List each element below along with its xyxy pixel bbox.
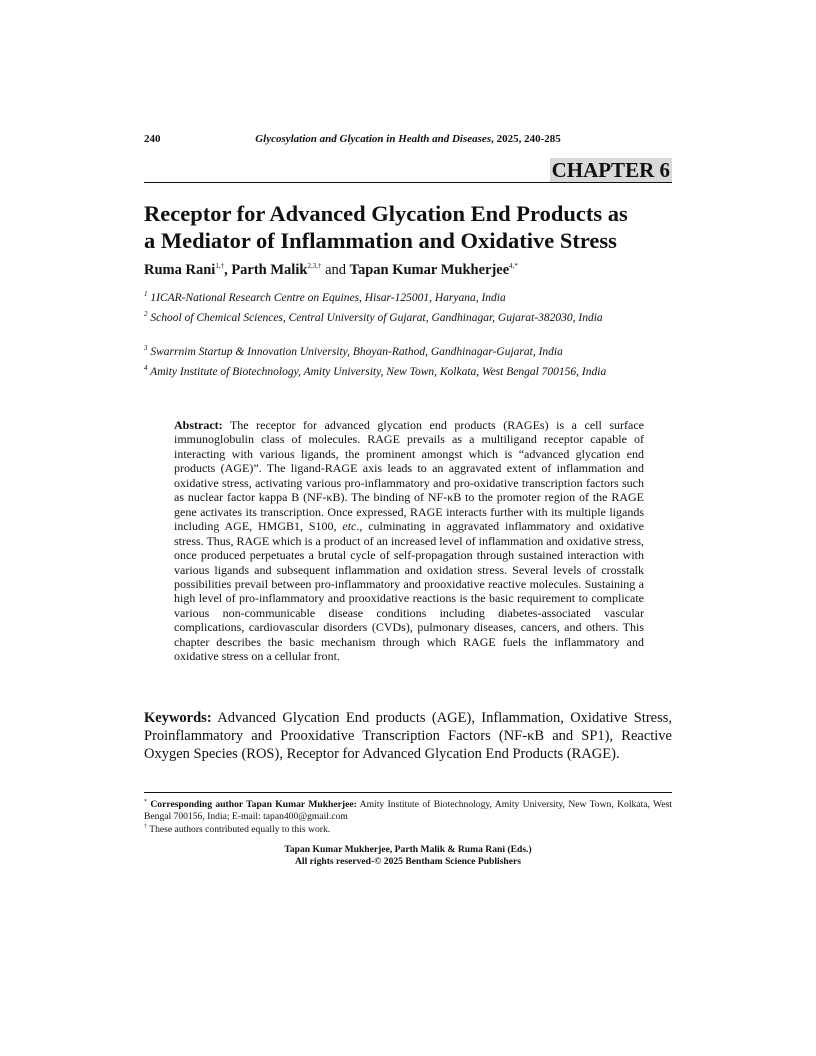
author-separator: and	[321, 262, 350, 278]
page-number: 240	[144, 133, 161, 145]
author-affil-mark: 1,†	[215, 262, 225, 270]
journal-name: Glycosylation and Glycation in Health and Diseases	[255, 133, 492, 145]
chapter-title	[144, 200, 684, 254]
abstract-text: ., culminating in aggravated inflammatory and oxidative stress. Thus, RAGE which is a product of an increased level of inflammation and oxidative stress, once produced perpetuates a brutal cycle of self-propagation through sustained interaction with various ligands and subsequent inflammation and oxidation stress. Several levels of crosstalk possibilities prevail between pro-inflammatory and prooxidative reactive molecules. Sustaining a high level of pro-inflammatory and prooxidative reactions is the basic requirement to complicate various non-communicable disease conditions including diabetes-associated vascular complications, cardiovascular disorders (CVDs), pulmonary diseases, cancers, and others. This chapter describes the basic mechanism through which RAGE fuels the inflammatory and oxidative stress on a cellular front.	[174, 519, 644, 664]
affiliation	[144, 287, 672, 305]
affiliation-text: School of Chemical Sciences, Central University of Gujarat, Gandhinagar, Gujarat-382030, India	[150, 312, 603, 324]
footnote-mark: †	[144, 824, 147, 830]
affiliation-text: Swarrnim Startup & Innovation University, Bhoyan-Rathod, Gandhinagar-Gujarat, India	[150, 346, 563, 358]
affiliation	[144, 307, 672, 325]
journal-citation	[144, 133, 672, 145]
author-name: Parth Malik	[231, 262, 308, 278]
author-list	[144, 262, 672, 279]
affiliation	[144, 341, 672, 359]
footnote-rule	[144, 792, 672, 793]
affiliation-number: 3	[144, 344, 148, 352]
chapter-label: CHAPTER 6	[551, 158, 670, 182]
affiliation-number: 2	[144, 310, 148, 318]
affiliation-text: Amity Institute of Biotechnology, Amity University, New Town, Kolkata, West Bengal 700156, India	[150, 366, 607, 378]
author-name: Ruma Rani	[144, 262, 216, 278]
abstract-text: The receptor for advanced glycation end products (RAGEs) is a cell surface immunoglobulin class of molecules. RAGE prevails as a multiligand receptor capable of interacting with various ligands, the prominent amongst which is “advanced glycation end products (AGE)”. The ligand-RAGE axis leads to an aggravated extent of inflammation and oxidative stress, activating various pro-inflammatory and pro-oxidative transcription factors such as nuclear factor kappa B (NF-κB). The binding of NF-κB to the promoter region of the RAGE gene activates its transcription. Once expressed, RAGE interacts further with its multiple ligands including AGE, HMGB1, S100,	[174, 418, 644, 534]
chapter-rule	[144, 182, 672, 183]
keywords	[144, 709, 672, 763]
keywords-text: Advanced Glycation End products (AGE), Inflammation, Oxidative Stress, Proinflammatory and Prooxidative Transcription Factors (NF-κB and SP1), Reactive Oxygen Species (ROS), Receptor for Advanced Glycation End Products (RAGE).	[144, 710, 672, 762]
affiliation-number: 4	[144, 364, 148, 372]
keywords-label: Keywords:	[144, 710, 212, 726]
author-separator: ,	[224, 262, 232, 278]
abstract-label: Abstract:	[174, 418, 223, 432]
affiliation	[144, 361, 672, 379]
author-affil-mark: 4,*	[509, 262, 518, 270]
affiliation-text: 1ICAR-National Research Centre on Equines, Hisar-125001, Haryana, India	[150, 292, 506, 304]
journal-year-pages: , 2025, 240-285	[491, 133, 561, 145]
equal-contribution-note	[144, 821, 672, 836]
title-line-2: a Mediator of Inflammation and Oxidative Stress	[144, 228, 617, 253]
author-affil-mark: 2,3,†	[307, 262, 322, 270]
corresponding-author-text: Amity Institute of Biotechnology, Amity University, New Town, Kolkata, West Bengal 700156, India; E-mail: tapan400@gmail.com	[144, 799, 672, 822]
abstract	[174, 418, 644, 664]
equal-contribution-text: These authors contributed equally to this work.	[147, 824, 331, 835]
author-name: Tapan Kumar Mukherjee	[349, 262, 510, 278]
footer-editors: Tapan Kumar Mukherjee, Parth Malik & Ruma Rani (Eds.)	[284, 844, 532, 855]
corresponding-author-label: Corresponding author Tapan Kumar Mukherjee:	[150, 799, 357, 810]
running-header	[144, 133, 672, 149]
abstract-etc: etc	[342, 519, 357, 534]
footnote-mark: *	[144, 799, 147, 805]
publisher-footer	[144, 844, 672, 868]
corresponding-author-note	[144, 796, 672, 823]
affiliation-number: 1	[144, 290, 148, 298]
footer-rights: All rights reserved-© 2025 Bentham Science Publishers	[294, 856, 522, 867]
title-line-1: Receptor for Advanced Glycation End Products as	[144, 201, 628, 226]
